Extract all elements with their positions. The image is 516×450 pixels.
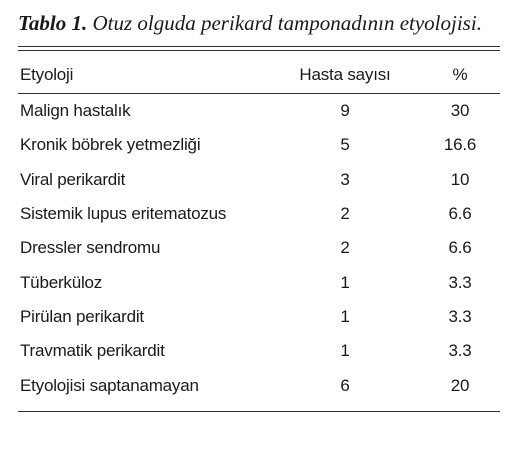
cell-percent: 16.6 [443,135,477,155]
cell-patient-count: 9 [340,101,350,121]
cell-etiology: Tüberküloz [20,272,103,292]
table-row [18,231,500,265]
cell-patient-count: 3 [340,169,350,189]
header-patient-count: Hasta sayısı [270,51,420,94]
cell-etiology: Travmatik perikardit [20,341,165,361]
header-percent: % [420,51,500,94]
cell-percent: 6.6 [448,238,472,258]
cell-patient-count: 1 [340,306,350,326]
cell-patient-count: 2 [340,238,350,258]
cell-patient-count: 5 [340,135,350,155]
cell-patient-count: 1 [340,341,350,361]
table-row [18,265,500,299]
cell-percent: 3.3 [448,272,472,292]
table-row [18,94,500,129]
cell-percent: 3.3 [448,341,472,361]
bottom-rule [18,411,500,412]
cell-etiology: Viral perikardit [20,169,126,189]
cell-percent: 30 [450,101,470,121]
header-etiology: Etyoloji [18,51,270,94]
cell-etiology: Dressler sendromu [20,238,161,258]
caption-text: Otuz olguda perikard tamponadının etyolojisi. [92,11,482,35]
document-page [18,10,500,412]
table-row [18,163,500,197]
table-caption [18,10,500,37]
cell-etiology: Pirülan perikardit [20,306,144,326]
cell-percent: 6.6 [448,204,472,224]
etiology-table [18,51,500,403]
caption-label: Tablo 1. [18,11,88,35]
cell-patient-count: 2 [340,204,350,224]
cell-etiology: Kronik böbrek yetmezliği [20,135,201,155]
cell-patient-count: 6 [340,375,350,395]
table-row [18,368,500,402]
header-row [18,51,500,94]
table-header [18,51,500,94]
table-row [18,334,500,368]
cell-percent: 10 [450,169,470,189]
table-body [18,94,500,403]
cell-etiology: Malign hastalık [20,101,131,121]
cell-percent: 20 [450,375,470,395]
cell-patient-count: 1 [340,272,350,292]
cell-percent: 3.3 [448,306,472,326]
cell-etiology: Sistemik lupus eritematozus [20,204,227,224]
table-row [18,197,500,231]
cell-etiology: Etyolojisi saptanamayan [20,375,199,395]
table-row [18,300,500,334]
table-row [18,128,500,162]
